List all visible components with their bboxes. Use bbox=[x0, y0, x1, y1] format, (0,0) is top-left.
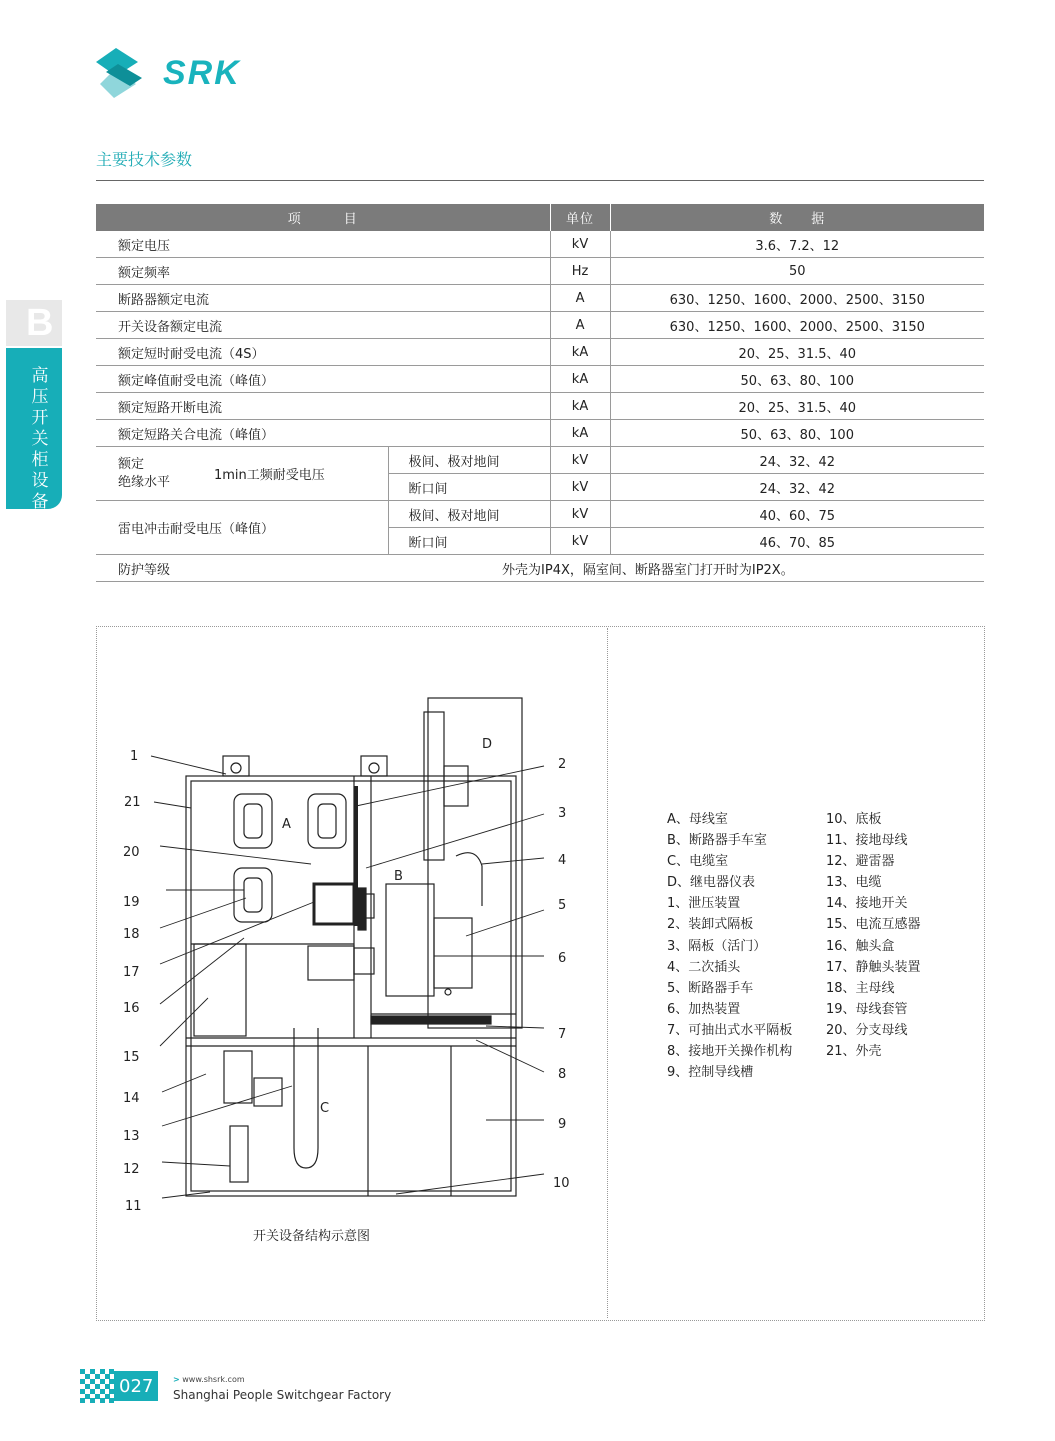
row-value: 3.6、7.2、12 bbox=[610, 231, 984, 258]
legend-item: 12、避雷器 bbox=[826, 854, 895, 870]
row-unit: kV bbox=[550, 474, 610, 501]
housing-outline bbox=[186, 776, 516, 1196]
row-item: 额定电压 bbox=[96, 231, 550, 258]
row-unit: kA bbox=[550, 366, 610, 393]
row-unit: A bbox=[550, 312, 610, 339]
header-item: 项 目 bbox=[96, 204, 550, 231]
page-number: 027 bbox=[119, 1376, 154, 1397]
row-item: 防护等级 bbox=[96, 555, 550, 582]
row-value: 20、25、31.5、40 bbox=[610, 393, 984, 420]
part-number: 20 bbox=[123, 845, 140, 860]
row-value bbox=[502, 555, 984, 582]
part-number: 1 bbox=[130, 749, 139, 764]
part-number: 16 bbox=[123, 1001, 140, 1016]
row-value: 24、32、42 bbox=[610, 447, 984, 474]
protection-value: 外壳为IP4X，隔室间、断路器室门打开时为IP2X。 bbox=[502, 562, 794, 578]
part-number: 2 bbox=[558, 757, 567, 772]
legend-item: A、母线室 bbox=[667, 812, 728, 827]
side-tab-text: 高压开关柜设备 bbox=[31, 366, 49, 512]
table-row bbox=[96, 285, 984, 312]
legend-item: 13、电缆 bbox=[826, 875, 882, 891]
row-sub-item: 断口间 bbox=[388, 474, 550, 501]
legend-item: B、断路器手车室 bbox=[667, 833, 767, 849]
legend-item: 6、加热装置 bbox=[667, 1001, 741, 1017]
compartment-label: C bbox=[320, 1101, 330, 1116]
legend-item: 11、接地母线 bbox=[826, 833, 908, 849]
legend-item: 21、外壳 bbox=[826, 1044, 882, 1060]
legend-column-2 bbox=[826, 809, 921, 1062]
part-number: 9 bbox=[558, 1117, 567, 1132]
row-unit: kA bbox=[550, 393, 610, 420]
spec-table bbox=[96, 204, 984, 582]
row-unit: Hz bbox=[550, 258, 610, 285]
part-number: 5 bbox=[558, 898, 567, 913]
table-row bbox=[96, 555, 984, 582]
table-row bbox=[96, 393, 984, 420]
row-item: 额定短路关合电流（峰值） bbox=[96, 420, 550, 447]
legend-item: C、电缆室 bbox=[667, 854, 729, 870]
row-value: 20、25、31.5、40 bbox=[610, 339, 984, 366]
row-unit: kV bbox=[550, 528, 610, 555]
legend-item: 4、二次插头 bbox=[667, 959, 741, 975]
legend-item: 14、接地开关 bbox=[826, 896, 908, 912]
website-url: www.shsrk.com bbox=[182, 1375, 245, 1384]
table-row bbox=[96, 312, 984, 339]
arrow-icon: > bbox=[173, 1375, 180, 1384]
row-value: 630、1250、1600、2000、2500、3150 bbox=[610, 312, 984, 339]
legend-column-1 bbox=[667, 809, 792, 1083]
compartment-label: B bbox=[394, 869, 403, 884]
row-value: 46、70、85 bbox=[610, 528, 984, 555]
row-unit: A bbox=[550, 285, 610, 312]
legend-item: 5、断路器手车 bbox=[667, 980, 754, 996]
row-value: 630、1250、1600、2000、2500、3150 bbox=[610, 285, 984, 312]
section-title: 主要技术参数 bbox=[96, 150, 193, 169]
switchgear-structure-diagram bbox=[96, 626, 606, 1319]
table-row bbox=[96, 231, 984, 258]
part-number: 8 bbox=[558, 1067, 567, 1082]
legend-item: 10、底板 bbox=[826, 812, 882, 827]
page-number-badge bbox=[114, 1371, 158, 1401]
figure-divider bbox=[607, 628, 608, 1318]
row-item: 开关设备额定电流 bbox=[96, 312, 550, 339]
part-number: 18 bbox=[123, 927, 140, 942]
part-number: 14 bbox=[123, 1091, 140, 1106]
row-item: 断路器额定电流 bbox=[96, 285, 550, 312]
row-sub-item: 极间、极对地间 bbox=[388, 447, 550, 474]
row-unit: kV bbox=[550, 447, 610, 474]
part-number: 19 bbox=[123, 895, 140, 910]
part-number: 3 bbox=[558, 806, 567, 821]
row-value: 24、32、42 bbox=[610, 474, 984, 501]
part-number: 4 bbox=[558, 853, 567, 868]
legend-item: 7、可抽出式水平隔板 bbox=[667, 1022, 793, 1038]
title-divider bbox=[96, 180, 984, 181]
part-number: 10 bbox=[553, 1176, 570, 1191]
legend-item: 20、分支母线 bbox=[826, 1022, 908, 1038]
part-number: 21 bbox=[124, 795, 141, 810]
freq-withstand-label: 1min工频耐受电压 bbox=[214, 468, 325, 483]
table-header-row bbox=[96, 204, 984, 231]
part-number: 11 bbox=[125, 1199, 142, 1214]
legend-item: 3、隔板（活门） bbox=[667, 938, 767, 954]
row-value: 50、63、80、100 bbox=[610, 420, 984, 447]
insulation-label-line1: 额定 bbox=[118, 456, 145, 472]
legend-item: 8、接地开关操作机构 bbox=[667, 1044, 793, 1060]
side-tab-letter-block bbox=[6, 300, 62, 346]
legend-item: 17、静触头装置 bbox=[826, 959, 921, 975]
header-unit: 单位 bbox=[550, 204, 610, 231]
legend-item: 16、触头盒 bbox=[826, 938, 895, 954]
legend-item: 15、电流互感器 bbox=[826, 917, 921, 933]
brand-name: SRK bbox=[163, 54, 241, 92]
part-number: 15 bbox=[123, 1050, 140, 1065]
part-number: 7 bbox=[558, 1027, 567, 1042]
part-number: 12 bbox=[123, 1162, 140, 1177]
footer-pattern-icon bbox=[80, 1369, 114, 1403]
table-row bbox=[96, 501, 984, 528]
row-value: 50 bbox=[610, 258, 984, 285]
lightning-label: 雷电冲击耐受电压（峰值） bbox=[96, 501, 388, 555]
row-item: 额定频率 bbox=[96, 258, 550, 285]
legend-item: 19、母线套管 bbox=[826, 1001, 908, 1017]
legend-item: 2、装卸式隔板 bbox=[667, 917, 754, 933]
row-item: 额定峰值耐受电流（峰值） bbox=[96, 366, 550, 393]
part-number: 13 bbox=[123, 1129, 140, 1144]
compartment-label: A bbox=[282, 817, 291, 832]
row-value: 50、63、80、100 bbox=[610, 366, 984, 393]
row-unit: kV bbox=[550, 501, 610, 528]
legend-item: D、继电器仪表 bbox=[667, 875, 756, 891]
row-unit: kV bbox=[550, 231, 610, 258]
insulation-label-cell bbox=[96, 447, 388, 501]
table-row bbox=[96, 339, 984, 366]
row-unit: kA bbox=[550, 339, 610, 366]
row-sub-item: 断口间 bbox=[388, 528, 550, 555]
footer-website bbox=[173, 1375, 245, 1384]
diagram-caption: 开关设备结构示意图 bbox=[253, 1229, 371, 1244]
table-row bbox=[96, 366, 984, 393]
table-row bbox=[96, 420, 984, 447]
row-unit: kA bbox=[550, 420, 610, 447]
row-item: 额定短路开断电流 bbox=[96, 393, 550, 420]
part-number: 17 bbox=[123, 965, 140, 980]
footer-factory-name: Shanghai People Switchgear Factory bbox=[173, 1388, 392, 1402]
legend-item: 1、泄压装置 bbox=[667, 896, 741, 912]
legend-item: 18、主母线 bbox=[826, 980, 895, 996]
insulation-label-line2: 绝缘水平 bbox=[118, 474, 171, 490]
table-row bbox=[96, 447, 984, 474]
side-tab-letter: B bbox=[26, 302, 54, 344]
row-sub-item: 极间、极对地间 bbox=[388, 501, 550, 528]
legend-item: 9、控制导线槽 bbox=[667, 1065, 754, 1081]
header-value: 数 据 bbox=[610, 204, 984, 231]
part-number: 6 bbox=[558, 951, 567, 966]
row-item: 额定短时耐受电流（4S） bbox=[96, 339, 550, 366]
compartment-label: D bbox=[482, 737, 493, 752]
table-row bbox=[96, 258, 984, 285]
row-value: 40、60、75 bbox=[610, 501, 984, 528]
